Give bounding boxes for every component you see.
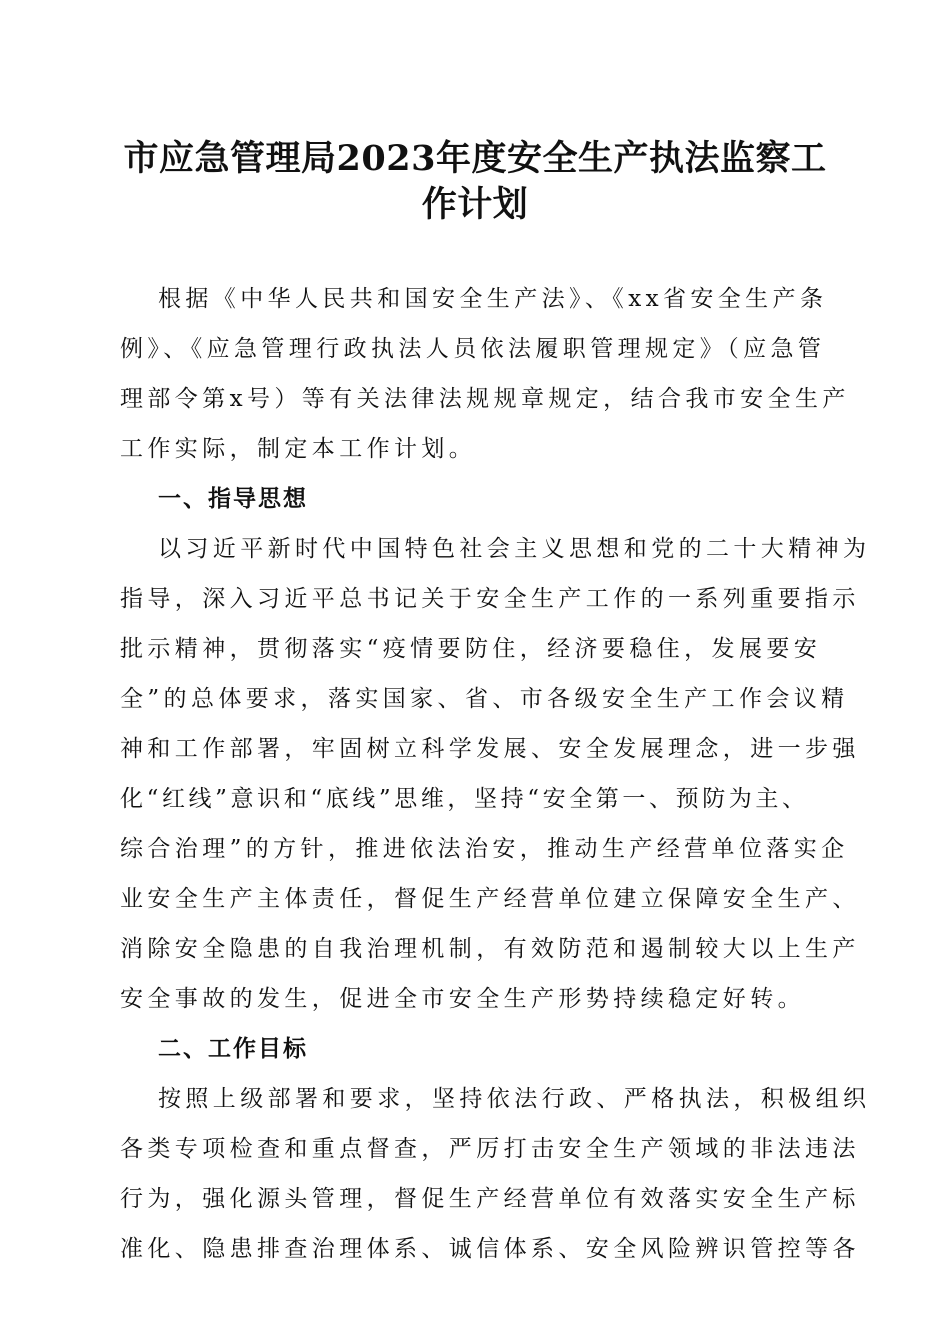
section1-line: 以习近平新时代中国特色社会主义思想和党的二十大精神为	[158, 536, 871, 562]
intro-line: 工作实际，制定本工作计划。	[120, 436, 477, 462]
section1-line: 全”的总体要求，落实国家、省、市各级安全生产工作会议精	[120, 686, 849, 712]
document-title	[118, 136, 832, 228]
section2-line: 各类专项检查和重点督查，严厉打击安全生产领域的非法违法	[120, 1136, 860, 1162]
title-line-1: 市应急管理局2023年度安全生产执法监察工	[123, 138, 827, 179]
section2-line: 行为，强化源头管理，督促生产经营单位有效落实安全生产标	[120, 1186, 860, 1212]
section1-line: 综合治理”的方针，推进依法治安，推动生产经营单位落实企	[120, 836, 849, 862]
title-line-2: 作计划	[421, 184, 529, 225]
section2-line: 准化、隐患排查治理体系、诚信体系、安全风险辨识管控等各	[120, 1236, 860, 1262]
section1-line: 批示精神，贯彻落实“疫情要防住，经济要稳住，发展要安	[120, 636, 822, 662]
section1-line: 神和工作部署，牢固树立科学发展、安全发展理念，进一步强	[120, 736, 860, 762]
section1-line: 安全事故的发生，促进全市安全生产形势持续稳定好转。	[120, 986, 805, 1012]
section2-line: 按照上级部署和要求，坚持依法行政、严格执法，积极组织	[158, 1086, 871, 1112]
intro-line: 理部令第x号）等有关法律法规规章规定，结合我市安全生产	[120, 386, 850, 412]
section1-line: 指导，深入习近平总书记关于安全生产工作的一系列重要指示	[120, 586, 860, 612]
section-heading-work-goals: 二、工作目标	[158, 1036, 308, 1062]
intro-line: 根据《中华人民共和国安全生产法》、《xx省安全生产条	[158, 286, 828, 312]
section1-line: 业安全生产主体责任，督促生产经营单位建立保障安全生产、	[120, 886, 860, 912]
section1-line: 化“红线”意识和“底线”思维，坚持“安全第一、预防为主、	[120, 786, 809, 812]
section-heading-guiding-ideology: 一、指导思想	[158, 486, 308, 512]
intro-line: 例》、《应急管理行政执法人员依法履职管理规定》（应急管	[120, 336, 826, 362]
document-body	[120, 274, 871, 1274]
section1-line: 消除安全隐患的自我治理机制，有效防范和遏制较大以上生产	[120, 936, 860, 962]
